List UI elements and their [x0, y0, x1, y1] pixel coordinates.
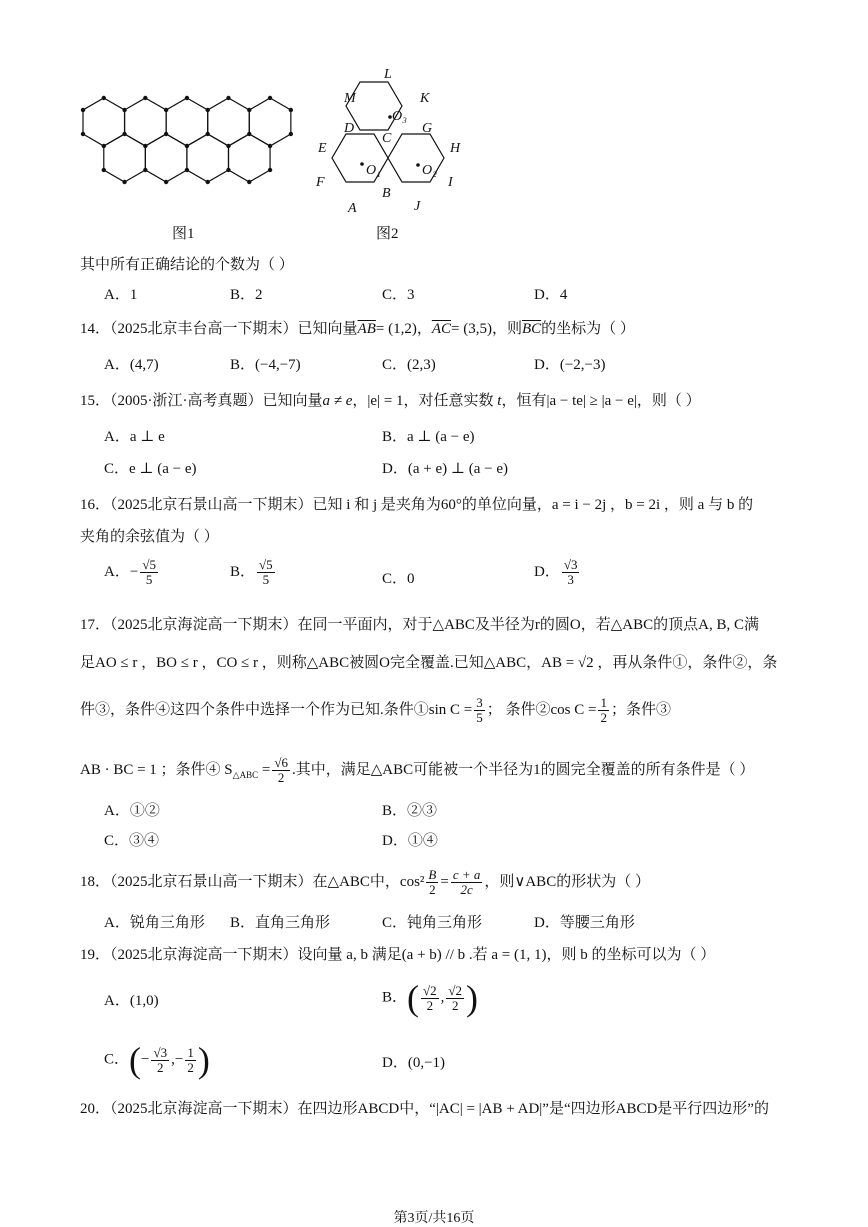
honeycomb-vertex	[289, 108, 293, 112]
honeycomb-vertex	[102, 96, 106, 100]
q14-option-d: D．(−2,−3)	[534, 357, 606, 373]
honeycomb-cell	[83, 98, 125, 146]
q16-stem-line1: 16．（2025北京石景山高一下期末）已知 i 和 j 是夹角为60°的单位向量，a = i − 2j ，b = 2i ，则 a 与 b 的	[80, 497, 754, 513]
honeycomb-vertex	[102, 168, 106, 172]
honeycomb-vertex	[122, 132, 126, 136]
q18-stem: 18．（2025北京石景山高一下期末）在△ABC中，cos² $\frac{B}{2}$ = $\frac{c + a}{2c}$ ，则∨ABC的形状为（ ）	[80, 867, 650, 897]
q17-option-d: D．①④	[382, 833, 438, 849]
honeycomb-cell	[249, 98, 291, 146]
honeycomb-vertex	[206, 132, 210, 136]
honeycomb-vertex	[185, 168, 189, 172]
honeycomb-vertex	[102, 144, 106, 148]
honeycomb-vertex	[81, 108, 85, 112]
honeycomb-vertex	[164, 108, 168, 112]
figure-2-caption: 图2	[376, 226, 399, 242]
honeycomb-vertex	[226, 144, 230, 148]
q15-option-a: A．a ⊥ e	[104, 429, 165, 445]
label-O1: O₁	[366, 163, 381, 178]
honeycomb-vertex	[247, 108, 251, 112]
q17-option-b: B．②③	[382, 803, 438, 819]
honeycomb-cell	[228, 134, 270, 182]
q17-stem-line3: 件③，条件④这四个条件中选择一个作为已知.条件①sin C = $\frac{3}{5}$ ； 条件②cos C = $\frac{1}{2}$ ；条件③	[80, 695, 671, 725]
honeycomb-vertex	[226, 168, 230, 172]
honeycomb-vertex	[268, 144, 272, 148]
honeycomb-vertex	[247, 180, 251, 184]
q19-option-b: B．( $\frac{√2}{2}$ , $\frac{√2}{2}$ )	[382, 978, 479, 1018]
q15-stem: 15．（2005·浙江·高考真题）已知向量a ≠ e，|e| = 1，对任意实数 t，恒有|a − te| ≥ |a − e|，则（ ）	[80, 393, 701, 409]
q14-option-a: A．(4,7)	[104, 357, 159, 373]
q14-option-c: C．(2,3)	[382, 357, 436, 373]
q13-prompt: 其中所有正确结论的个数为（ ）	[80, 257, 294, 273]
q19-option-a: A．(1,0)	[104, 993, 159, 1009]
honeycomb-vertex	[226, 96, 230, 100]
q14-stem: 14．（2025北京丰台高一下期末）已知向量$\overline{AB}= (1,2)$，$\overline{AC}= (3,5)$，则$\overline{BC}$的坐标为（ ）	[80, 321, 635, 337]
q20-stem: 20．（2025北京海淀高一下期末）在四边形ABCD中，“|AC| = |AB + AD|”是“四边形ABCD是平行四边形”的	[80, 1101, 769, 1117]
honeycomb-cell	[125, 98, 167, 146]
honeycomb-vertex	[122, 180, 126, 184]
honeycomb-vertex	[185, 96, 189, 100]
label-J: J	[414, 199, 421, 214]
q16-option-b: B． $\frac{√5}{5}$	[230, 557, 273, 587]
honeycomb-vertex	[206, 180, 210, 184]
honeycomb-vertex	[81, 132, 85, 136]
label-O3: O₃	[392, 109, 407, 124]
label-D: D	[344, 121, 355, 136]
label-G: G	[422, 121, 433, 136]
label-M: M	[344, 91, 356, 106]
q15-option-c: C．e ⊥ (a − e)	[104, 461, 197, 477]
honeycomb-vertex	[143, 96, 147, 100]
honeycomb-vertex	[268, 96, 272, 100]
label-E: E	[318, 141, 327, 156]
label-A: A	[348, 201, 357, 216]
q16-stem-line2: 夹角的余弦值为（ ）	[80, 529, 219, 545]
honeycomb-cell	[145, 134, 187, 182]
q18-option-a: A．锐角三角形	[104, 915, 205, 931]
honeycomb-vertex	[164, 132, 168, 136]
q15-option-d: D．(a + e) ⊥ (a − e)	[382, 461, 508, 477]
q17-option-a: A．①②	[104, 803, 160, 819]
q19-option-d: D．(0,−1)	[382, 1055, 446, 1071]
honeycomb-vertex	[206, 108, 210, 112]
q16-option-c: C．0	[382, 571, 415, 587]
label-H: H	[450, 141, 461, 156]
figure-2-hexagons	[310, 62, 480, 222]
q13-option-a: A．1	[104, 287, 138, 303]
honeycomb-vertex	[247, 132, 251, 136]
figure-1-caption: 图1	[172, 226, 195, 242]
q14-option-b: B．(−4,−7)	[230, 357, 301, 373]
q13-option-b: B．2	[230, 287, 263, 303]
q15-option-b: B．a ⊥ (a − e)	[382, 429, 475, 445]
honeycomb-cell	[166, 98, 208, 146]
figure-1-honeycomb	[75, 90, 295, 195]
label-C: C	[382, 131, 392, 146]
honeycomb-vertex	[164, 180, 168, 184]
q16-option-d: D． $\frac{√3}{3}$	[534, 557, 578, 587]
q18-option-b: B．直角三角形	[230, 915, 331, 931]
q17-stem-line4: AB · BC = 1 ；条件④ $S_{\triangle ABC}$ = $\frac{√6}{2}$ .其中，满足△ABC可能被一个半径为1的圆完全覆盖的所有条件是（ ）	[80, 755, 755, 785]
honeycomb-cell	[187, 134, 229, 182]
q19-stem: 19．（2025北京海淀高一下期末）设向量 a, b 满足(a + b) // b .若 a = (1, 1)，则 b 的坐标可以为（ ）	[80, 947, 716, 963]
page-footer: 第3页/共16页	[393, 1211, 475, 1226]
q16-option-a: A．− $\frac{√5}{5}$	[104, 557, 156, 587]
label-O2: O₂	[422, 163, 437, 178]
q13-option-d: D．4	[534, 287, 568, 303]
honeycomb-cell	[208, 98, 250, 146]
honeycomb-vertex	[143, 144, 147, 148]
label-L: L	[384, 67, 392, 82]
q19-option-c: C．(− $\frac{√3}{2}$ ,− $\frac{1}{2}$ )	[104, 1040, 210, 1080]
label-I: I	[448, 175, 453, 190]
honeycomb-vertex	[185, 144, 189, 148]
q13-option-c: C．3	[382, 287, 415, 303]
q17-option-c: C．③④	[104, 833, 160, 849]
honeycomb-vertex	[143, 168, 147, 172]
q17-stem-line1: 17．（2025北京海淀高一下期末）在同一平面内，对于△ABC及半径为r的圆O，若△ABC的顶点A, B, C满	[80, 617, 759, 633]
honeycomb-vertex	[289, 132, 293, 136]
honeycomb-vertex	[268, 168, 272, 172]
honeycomb-cell	[104, 134, 146, 182]
label-K: K	[420, 91, 430, 106]
honeycomb-vertex	[122, 108, 126, 112]
q18-option-c: C．钝角三角形	[382, 915, 483, 931]
label-F: F	[316, 175, 325, 190]
q17-stem-line2: 足AO ≤ r ，BO ≤ r ，CO ≤ r ，则称△ABC被圆O完全覆盖.已知△ABC，AB = √2 ，再从条件①，条件②，条	[80, 655, 778, 671]
q18-option-d: D．等腰三角形	[534, 915, 635, 931]
label-B: B	[382, 186, 391, 201]
